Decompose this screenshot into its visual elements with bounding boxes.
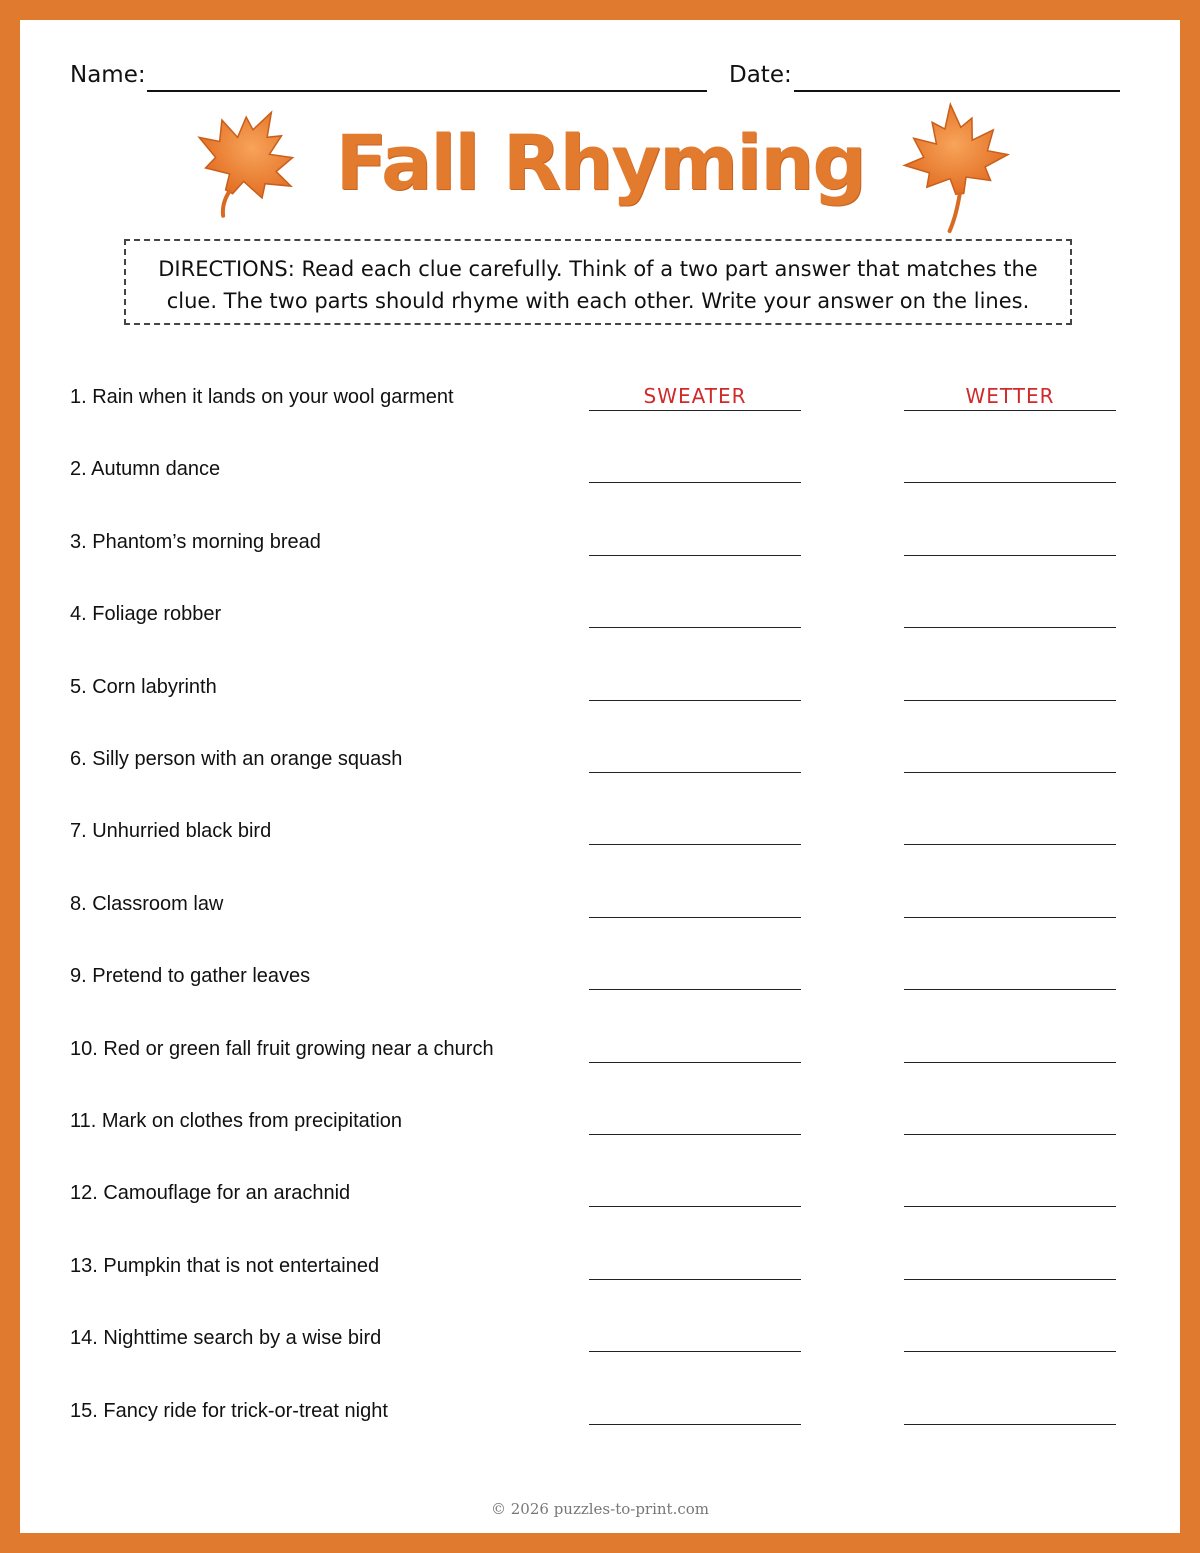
maple-leaf-icon (182, 100, 310, 226)
answer-line-1[interactable] (589, 844, 801, 845)
answer-line-2[interactable] (904, 989, 1116, 990)
clue-text: 12. Camouflage for an arachnid (70, 1182, 351, 1205)
clue-text: 4. Foliage robber (70, 603, 222, 626)
answer-line-2[interactable] (904, 700, 1116, 701)
answer-line-1[interactable] (589, 555, 801, 556)
clue-text: 2. Autumn dance (70, 458, 221, 481)
clue-text: 8. Classroom law (70, 892, 224, 915)
answer-line-1[interactable] (589, 1424, 801, 1425)
answer-line-2[interactable] (904, 1351, 1116, 1352)
date-label: Date: (729, 62, 792, 88)
answer-line-1[interactable] (589, 772, 801, 773)
worksheet-title: Fall Rhyming (335, 118, 865, 207)
answer-line-2[interactable] (904, 410, 1116, 411)
answer-line-2[interactable] (904, 917, 1116, 918)
clue-text: 11. Mark on clothes from precipitation (70, 1110, 403, 1132)
answer-line-2[interactable] (904, 1062, 1116, 1063)
directions-box: DIRECTIONS: Read each clue carefully. Think of a two part answer that matches the clue. The two parts should rhyme with each other. Write your answer on the lines. (124, 239, 1072, 325)
name-field[interactable] (147, 90, 707, 92)
answer-text-1: SWEATER (643, 384, 747, 408)
answer-line-1[interactable] (589, 1134, 801, 1135)
answer-line-1[interactable] (589, 700, 801, 701)
clue-text: 10. Red or green fall fruit growing near a church (70, 1037, 494, 1060)
answer-line-2[interactable] (904, 772, 1116, 773)
answer-line-2[interactable] (904, 1206, 1116, 1207)
answer-line-1[interactable] (589, 1351, 801, 1352)
maple-leaf-icon (892, 98, 1020, 238)
answer-line-1[interactable] (589, 410, 801, 411)
answer-line-2[interactable] (904, 482, 1116, 483)
answer-line-1[interactable] (589, 1062, 801, 1063)
answer-line-1[interactable] (589, 627, 801, 628)
answer-line-2[interactable] (904, 627, 1116, 628)
clue-text: 9. Pretend to gather leaves (70, 965, 311, 988)
clue-text: 1. Rain when it lands on your wool garment (70, 386, 454, 408)
clue-text: 13. Pumpkin that is not entertained (70, 1254, 380, 1277)
answer-line-2[interactable] (904, 1424, 1116, 1425)
answer-line-2[interactable] (904, 1134, 1116, 1135)
copyright-footer: © 2026 puzzles-to-print.com (490, 1500, 710, 1518)
answer-line-1[interactable] (589, 1279, 801, 1280)
answer-line-1[interactable] (589, 482, 801, 483)
answer-line-1[interactable] (589, 917, 801, 918)
answer-line-1[interactable] (589, 989, 801, 990)
answer-line-2[interactable] (904, 844, 1116, 845)
date-field[interactable] (794, 90, 1120, 92)
clue-text: 5. Corn labyrinth (70, 675, 217, 698)
clue-text: 3. Phantom’s morning bread (70, 530, 321, 553)
answer-line-2[interactable] (904, 1279, 1116, 1280)
clue-text: 7. Unhurried black bird (70, 820, 272, 843)
clue-text: 14. Nighttime search by a wise bird (70, 1327, 382, 1350)
answer-line-1[interactable] (589, 1206, 801, 1207)
answer-line-2[interactable] (904, 555, 1116, 556)
clue-text: 6. Silly person with an orange squash (70, 748, 403, 770)
name-label: Name: (70, 62, 146, 88)
clue-text: 15. Fancy ride for trick-or-treat night (70, 1399, 388, 1422)
answer-text-2: WETTER (965, 384, 1055, 408)
